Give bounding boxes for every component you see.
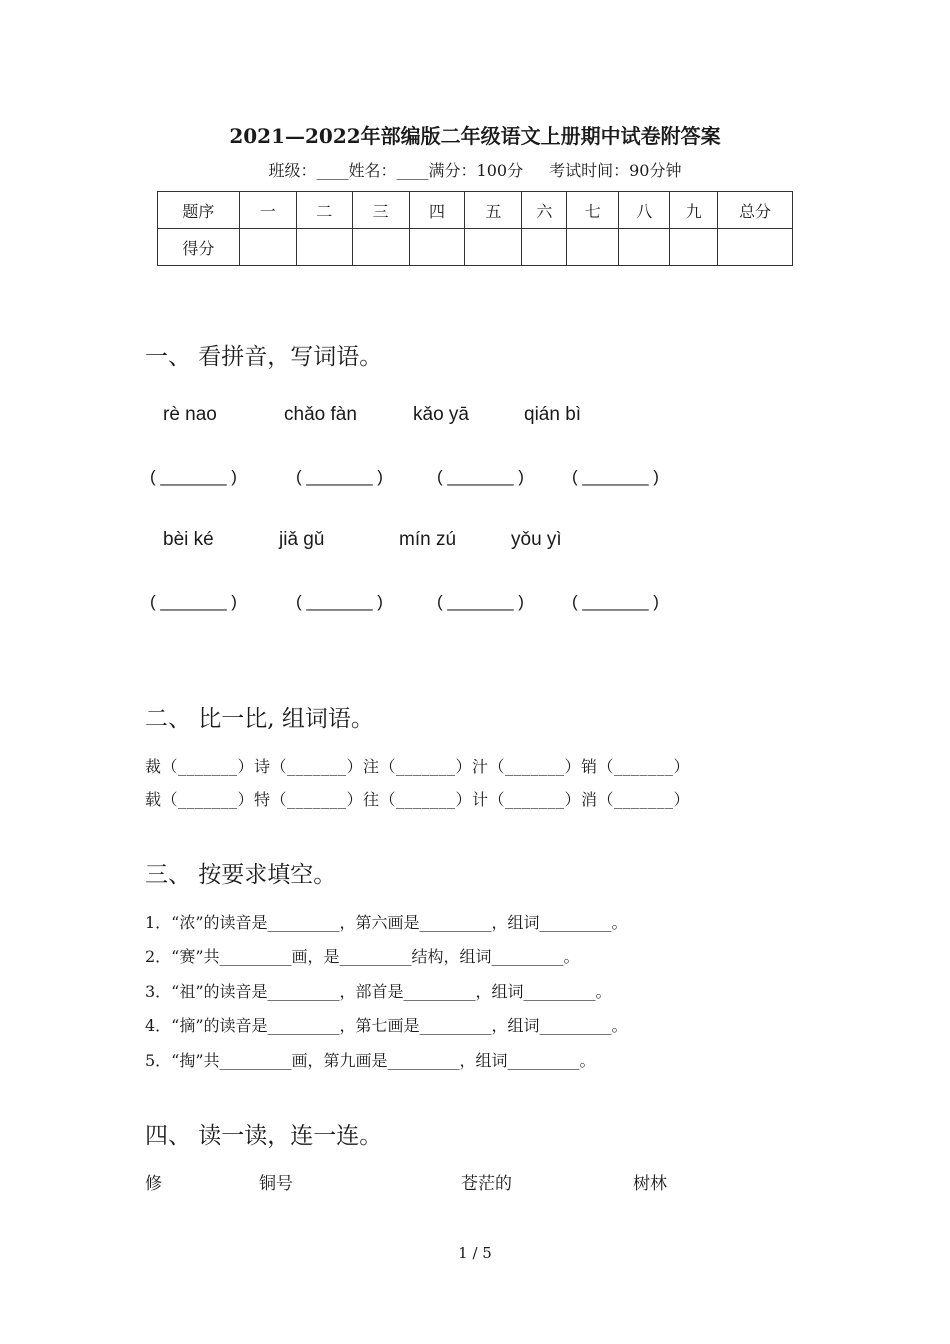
pinyin-item: yǒu yì [511, 529, 562, 550]
section1-heading: 一、 看拼音，写词语。 [145, 344, 383, 370]
match-word[interactable]: 树林 [633, 1174, 667, 1194]
pinyin-item: kǎo yā [413, 404, 469, 425]
score-cell[interactable] [352, 229, 409, 266]
match-word[interactable]: 修 [145, 1174, 162, 1194]
match-word[interactable]: 铜号 [259, 1174, 293, 1194]
score-header-cell: 八 [619, 192, 670, 229]
answer-blank[interactable]: ( _______ ) [296, 467, 383, 486]
score-cell[interactable] [522, 229, 567, 266]
match-word[interactable]: 苍茫的 [461, 1174, 512, 1194]
score-header-cell: 四 [409, 192, 465, 229]
score-header-cell: 总分 [718, 192, 793, 229]
pinyin-item: jiǎ gǔ [279, 529, 325, 550]
answer-blank[interactable]: ( _______ ) [572, 467, 659, 486]
section3-heading: 三、 按要求填空。 [145, 862, 337, 888]
answer-blank[interactable]: ( _______ ) [572, 592, 659, 611]
score-cell[interactable] [296, 229, 352, 266]
pinyin-item: qián bì [524, 404, 582, 425]
score-cell[interactable] [409, 229, 465, 266]
answer-blank[interactable]: ( _______ ) [296, 592, 383, 611]
score-table [157, 191, 793, 266]
answer-blank[interactable]: ( _______ ) [150, 467, 237, 486]
section2-heading: 二、 比一比, 组词语。 [145, 706, 374, 732]
score-cell[interactable] [465, 229, 522, 266]
exam-time-label: 考试时间：90分钟 [549, 161, 682, 180]
fill-item[interactable]: 5．“掏”共_________画，第九画是_________，组词_________。 [145, 1051, 596, 1070]
score-cell[interactable] [619, 229, 670, 266]
score-header-cell: 三 [352, 192, 409, 229]
class-name-score-label: 班级：____姓名：____满分：100分 [268, 161, 524, 180]
score-cell[interactable] [670, 229, 718, 266]
score-header-cell: 一 [239, 192, 296, 229]
section4-heading: 四、 读一读，连一连。 [145, 1123, 383, 1149]
page-number: 1 / 5 [458, 1244, 492, 1262]
pinyin-item: chǎo fàn [284, 404, 357, 425]
score-header-cell: 九 [670, 192, 718, 229]
answer-blank[interactable]: ( _______ ) [437, 467, 524, 486]
score-row-label: 得分 [158, 229, 240, 266]
score-header-cell: 五 [465, 192, 522, 229]
score-header-cell: 题序 [158, 192, 240, 229]
score-header-cell: 七 [567, 192, 619, 229]
score-table-header-row [158, 192, 793, 229]
fill-item[interactable]: 2．“赛”共_________画，是_________结构，组词_________。 [145, 947, 580, 966]
fill-item[interactable]: 3．“祖”的读音是_________，部首是_________，组词_________。 [145, 982, 612, 1001]
compare-line[interactable]: 载（_______）特（_______）往（_______）计（_______）消（_______） [145, 790, 691, 809]
score-header-cell: 六 [522, 192, 567, 229]
pinyin-item: bèi ké [163, 529, 214, 550]
score-cell[interactable] [239, 229, 296, 266]
page-title: 2021—2022年部编版二年级语文上册期中试卷附答案 [229, 124, 721, 148]
answer-blank[interactable]: ( _______ ) [150, 592, 237, 611]
pinyin-item: rè nao [163, 404, 217, 425]
score-header-cell: 二 [296, 192, 352, 229]
answer-blank[interactable]: ( _______ ) [437, 592, 524, 611]
pinyin-item: mín zú [399, 529, 457, 550]
compare-line[interactable]: 裁（_______）诗（_______）注（_______）汁（_______）销（_______） [145, 757, 691, 776]
fill-item[interactable]: 1．“浓”的读音是_________，第六画是_________，组词_________。 [145, 913, 628, 932]
score-cell[interactable] [567, 229, 619, 266]
fill-item[interactable]: 4．“摘”的读音是_________，第七画是_________，组词_________。 [145, 1016, 628, 1035]
score-table-score-row [158, 229, 793, 266]
exam-info [0, 158, 950, 181]
score-cell[interactable] [718, 229, 793, 266]
